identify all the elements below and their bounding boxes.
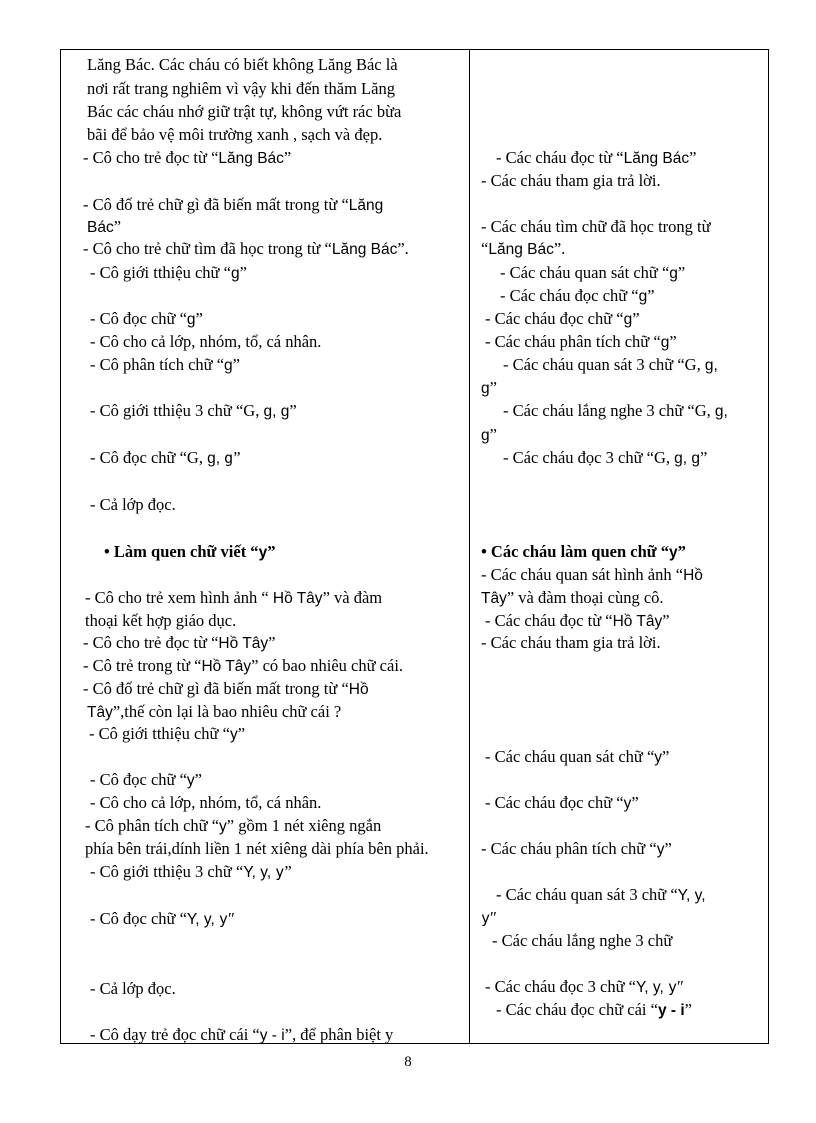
child-activity-line	[481, 564, 703, 587]
child-activity-line	[500, 285, 655, 308]
child-activity-text: - Các cháu đọc từ “	[485, 611, 613, 630]
teacher-activity-text: Y, y,	[243, 864, 272, 881]
teacher-activity-text: - Cô cho trẻ đọc từ “	[83, 633, 219, 652]
teacher-activity-text: g, g	[263, 403, 290, 420]
teacher-activity-line	[83, 678, 369, 701]
child-activity-text: ”	[669, 332, 677, 351]
child-activity-text: y	[654, 749, 663, 766]
child-activity-line	[485, 976, 684, 999]
teacher-activity-text: g	[224, 449, 234, 467]
teacher-activity-text: y	[186, 772, 195, 789]
child-activity-text: ”	[489, 378, 497, 397]
teacher-activity-text: y	[275, 863, 285, 881]
teacher-activity-text: Hồ	[348, 681, 369, 698]
teacher-activity-text: - Cô cho cả lớp, nhóm, tổ, cá nhân.	[90, 793, 322, 812]
teacher-activity-text: ” gồm 1 nét xiêng ngắn	[226, 816, 382, 835]
child-activity-line	[503, 400, 728, 423]
child-activity-text: g,	[714, 403, 728, 420]
child-activity-text: - Các cháu phân tích chữ “	[485, 332, 661, 351]
teacher-activity-text: Y, y,	[186, 911, 215, 928]
child-activity-text: - Các cháu quan sát 3 chữ “G,	[503, 355, 705, 374]
teacher-activity-text: - Cô giới tthiệu 3 chữ “G,	[90, 401, 264, 420]
teacher-activity-text: ”	[232, 355, 240, 374]
child-activity-line	[503, 447, 707, 470]
child-activity-text: g, g	[674, 450, 700, 467]
teacher-activity-text: - Cô đố trẻ chữ gì đã biến mất trong từ “	[83, 195, 349, 214]
child-activity-text: y	[667, 978, 677, 996]
child-activity-text: - Các cháu tham gia trả lời.	[481, 171, 661, 190]
teacher-activity-text: g,	[207, 450, 221, 467]
teacher-activity-text: ”	[113, 217, 122, 236]
child-activity-text: - Các cháu đọc 3 chữ “G,	[503, 448, 675, 467]
teacher-activity-line	[83, 147, 291, 170]
teacher-activity-line	[83, 655, 403, 678]
child-activity-text: g	[481, 380, 490, 397]
child-activity-text: “	[481, 239, 489, 258]
teacher-activity-text: - Cô dạy trẻ đọc chữ cái “	[90, 1025, 260, 1044]
teacher-activity-line	[90, 447, 241, 470]
teacher-activity-text: - Cô cho cả lớp, nhóm, tổ, cá nhân.	[90, 332, 322, 351]
child-activity-text: y	[669, 544, 678, 561]
child-activity-line	[496, 147, 696, 170]
teacher-activity-text: ”	[267, 542, 276, 561]
child-activity-line	[481, 170, 661, 192]
child-activity-text: - Các cháu lắng nghe 3 chữ	[492, 931, 673, 950]
teacher-activity-text: - Cô phân tích chữ “	[90, 355, 225, 374]
teacher-activity-text: - Cô đọc chữ “G,	[90, 448, 208, 467]
teacher-activity-line	[89, 723, 245, 746]
teacher-activity-text: - Cô giới tthiệu chữ “	[90, 263, 231, 282]
child-activity-text: Hồ Tây	[612, 613, 663, 630]
teacher-activity-text: phía bên trái,dính liền 1 nét xiêng dài phía bên phải.	[85, 839, 429, 858]
page-number: 8	[404, 1054, 412, 1070]
teacher-activity-text: ”	[289, 401, 297, 420]
teacher-activity-line	[90, 331, 321, 353]
teacher-activity-text: ” và đàm	[322, 588, 383, 607]
teacher-activity-text: Lăng Bác. Các cháu có biết không Lăng Bác là	[87, 55, 398, 74]
teacher-activity-text: y	[219, 818, 227, 835]
column-divider	[469, 50, 470, 1043]
teacher-activity-text: - Cô đố trẻ chữ gì đã biến mất trong từ “	[83, 679, 349, 698]
child-activity-text: ”	[689, 148, 697, 167]
teacher-activity-line	[90, 769, 202, 792]
child-activity-text: ”	[632, 309, 640, 328]
child-activity-text: - Các cháu quan sát hình ảnh “	[481, 565, 684, 584]
teacher-activity-text: ” có bao nhiêu chữ cái.	[251, 656, 404, 675]
teacher-activity-text: y	[218, 910, 228, 928]
teacher-activity-text: Hồ Tây	[218, 635, 269, 652]
teacher-activity-text: - Cả lớp đọc.	[90, 495, 176, 514]
child-activity-line	[496, 884, 706, 907]
teacher-activity-line	[104, 541, 275, 564]
child-activity-text: g,	[704, 357, 718, 374]
teacher-activity-text: ”	[239, 263, 247, 282]
teacher-activity-line	[85, 587, 382, 610]
child-activity-line	[481, 541, 686, 564]
child-activity-text: - Các cháu đọc 3 chữ “	[485, 977, 636, 996]
child-activity-text: g	[638, 288, 648, 305]
child-activity-text: Lăng Bác	[623, 150, 690, 167]
child-activity-text: ″	[490, 908, 497, 927]
child-activity-line	[481, 907, 497, 929]
child-activity-text: - Các cháu đọc từ “	[496, 148, 624, 167]
child-activity-text: g	[623, 311, 633, 328]
child-activity-line	[503, 354, 718, 377]
teacher-activity-line	[85, 610, 236, 632]
teacher-activity-text: ”	[194, 770, 202, 789]
child-activity-text: ”	[677, 263, 686, 282]
teacher-activity-line	[83, 238, 409, 261]
teacher-activity-text: g	[224, 357, 233, 374]
teacher-activity-line	[90, 792, 321, 814]
child-activity-text: Y, y,	[677, 887, 706, 904]
child-activity-text: y	[481, 909, 491, 927]
child-activity-line	[481, 632, 661, 654]
child-activity-line	[481, 587, 664, 610]
teacher-activity-text: - Cô đọc chữ “	[90, 770, 187, 789]
teacher-activity-line	[85, 838, 429, 860]
child-activity-text: ”	[662, 747, 670, 766]
child-activity-text: ”.	[553, 239, 566, 258]
teacher-activity-text: Tây	[87, 704, 113, 721]
teacher-activity-text: Lăng Bác	[331, 241, 398, 258]
child-activity-line	[481, 838, 672, 861]
teacher-activity-text: g	[186, 311, 196, 328]
child-activity-text: - Các cháu quan sát 3 chữ “	[496, 885, 678, 904]
teacher-activity-line	[90, 354, 240, 377]
teacher-activity-line	[90, 908, 235, 931]
child-activity-line	[485, 610, 670, 633]
teacher-activity-text: ”	[233, 448, 241, 467]
child-activity-text: ″	[676, 977, 684, 996]
teacher-activity-line	[85, 815, 381, 838]
child-activity-text: - Các cháu tìm chữ đã học trong từ	[481, 217, 711, 236]
teacher-activity-text: Hồ Tây	[272, 590, 323, 607]
teacher-activity-text: y - i	[259, 1027, 285, 1044]
teacher-activity-line	[90, 978, 176, 1000]
teacher-activity-text: - Cô cho trẻ đọc từ “	[83, 148, 219, 167]
teacher-activity-text: - Cô giới tthiệu 3 chữ “	[90, 862, 244, 881]
child-activity-text: - Các cháu đọc chữ “	[485, 309, 624, 328]
teacher-activity-text: y	[258, 544, 268, 561]
child-activity-line	[481, 377, 497, 400]
teacher-activity-text: - Cô cho trẻ xem hình ảnh “	[85, 588, 273, 607]
child-activity-line	[500, 262, 685, 285]
teacher-activity-text: - Cô phân tích chữ “	[85, 816, 220, 835]
child-activity-line	[481, 216, 711, 238]
child-activity-text: g	[669, 265, 678, 282]
child-activity-text: ”	[677, 542, 686, 561]
teacher-activity-line	[90, 400, 297, 423]
child-activity-text: - Các cháu phân tích chữ “	[481, 839, 657, 858]
teacher-activity-line	[83, 194, 383, 217]
teacher-activity-text: nơi rất trang nghiêm vì vậy khi đến thăm Lăng	[87, 79, 395, 98]
teacher-activity-text: - Cô trẻ trong từ “	[83, 656, 202, 675]
child-activity-text: y - i	[657, 1002, 685, 1019]
child-activity-text: y	[656, 841, 665, 858]
teacher-activity-text: - Cô đọc chữ “	[90, 909, 187, 928]
teacher-activity-text: g	[230, 265, 240, 282]
teacher-activity-text: - Cô đọc chữ “	[90, 309, 187, 328]
teacher-activity-text: Hồ Tây	[201, 658, 252, 675]
teacher-activity-text: ”	[283, 148, 292, 167]
child-activity-text: ” và đàm thoại cùng cô.	[506, 588, 664, 607]
teacher-activity-text: Bác các cháu nhớ giữ trật tự, không vứt rác bừa	[87, 102, 402, 121]
teacher-activity-text: - Cả lớp đọc.	[90, 979, 176, 998]
teacher-activity-line	[90, 861, 292, 884]
teacher-activity-text: • Làm quen chữ viết “	[104, 542, 259, 561]
child-activity-text: ”	[489, 425, 497, 444]
teacher-activity-text: ”, để phân biệt y	[284, 1025, 394, 1044]
child-activity-line	[481, 424, 497, 447]
teacher-activity-line	[90, 1024, 393, 1047]
teacher-activity-line	[87, 78, 395, 100]
child-activity-text: Lăng Bác	[488, 241, 554, 258]
child-activity-text: ”	[662, 611, 670, 630]
teacher-activity-text: bãi để bảo vệ môi trường xanh , sạch và đẹp.	[87, 125, 383, 144]
child-activity-text: ”	[684, 1000, 692, 1019]
teacher-activity-line	[87, 101, 401, 123]
teacher-activity-text: thoại kết hợp giáo dục.	[85, 611, 237, 630]
child-activity-text: Hồ	[683, 567, 703, 584]
child-activity-text: ”	[631, 793, 639, 812]
child-activity-text: - Các cháu quan sát chữ “	[500, 263, 670, 282]
teacher-activity-text: ”,thế còn lại là bao nhiêu chữ cái ?	[112, 702, 342, 721]
child-activity-line	[481, 238, 565, 261]
teacher-activity-text: ”.	[397, 239, 409, 258]
teacher-activity-line	[83, 632, 275, 655]
teacher-activity-text: Lăng	[348, 197, 384, 214]
child-activity-text: - Các cháu tham gia trả lời.	[481, 633, 661, 652]
child-activity-text: - Các cháu quan sát chữ “	[485, 747, 655, 766]
child-activity-line	[496, 999, 692, 1022]
child-activity-text: ”	[647, 286, 655, 305]
teacher-activity-text: y	[229, 726, 238, 743]
teacher-activity-line	[90, 308, 203, 331]
child-activity-line	[485, 746, 669, 769]
teacher-activity-line	[87, 54, 398, 76]
child-activity-line	[485, 308, 640, 331]
teacher-activity-text: Bác	[87, 219, 114, 236]
child-activity-text: g	[481, 427, 490, 444]
child-activity-text: - Các cháu đọc chữ “	[485, 793, 624, 812]
child-activity-line	[485, 792, 639, 815]
child-activity-text: y	[623, 795, 632, 812]
teacher-activity-text: ”	[237, 724, 246, 743]
child-activity-text: - Các cháu lắng nghe 3 chữ “G,	[503, 401, 715, 420]
child-activity-text: ”	[664, 839, 672, 858]
teacher-activity-text: ″	[227, 909, 235, 928]
child-activity-text: ”	[699, 448, 708, 467]
teacher-activity-line	[87, 701, 341, 724]
child-activity-text: • Các cháu làm quen chữ “	[481, 542, 670, 561]
teacher-activity-line	[90, 494, 176, 516]
teacher-activity-text: - Cô cho trẻ chữ tìm đã học trong từ “	[83, 239, 332, 258]
teacher-activity-text: - Cô giới tthiệu chữ “	[89, 724, 230, 743]
teacher-activity-line	[87, 216, 121, 239]
child-activity-text: - Các cháu đọc chữ cái “	[496, 1000, 658, 1019]
child-activity-line	[485, 331, 677, 354]
child-activity-text: g	[660, 334, 670, 351]
teacher-activity-text: Lăng Bác	[218, 150, 284, 167]
child-activity-text: - Các cháu đọc chữ “	[500, 286, 639, 305]
teacher-activity-text: ”	[284, 862, 292, 881]
teacher-activity-text: ”	[195, 309, 203, 328]
teacher-activity-line	[87, 124, 382, 146]
child-activity-text: Tây	[481, 590, 507, 607]
teacher-activity-line	[90, 262, 247, 285]
teacher-activity-text: ”	[268, 633, 276, 652]
child-activity-line	[492, 930, 672, 952]
child-activity-text: Y, y,	[635, 979, 664, 996]
